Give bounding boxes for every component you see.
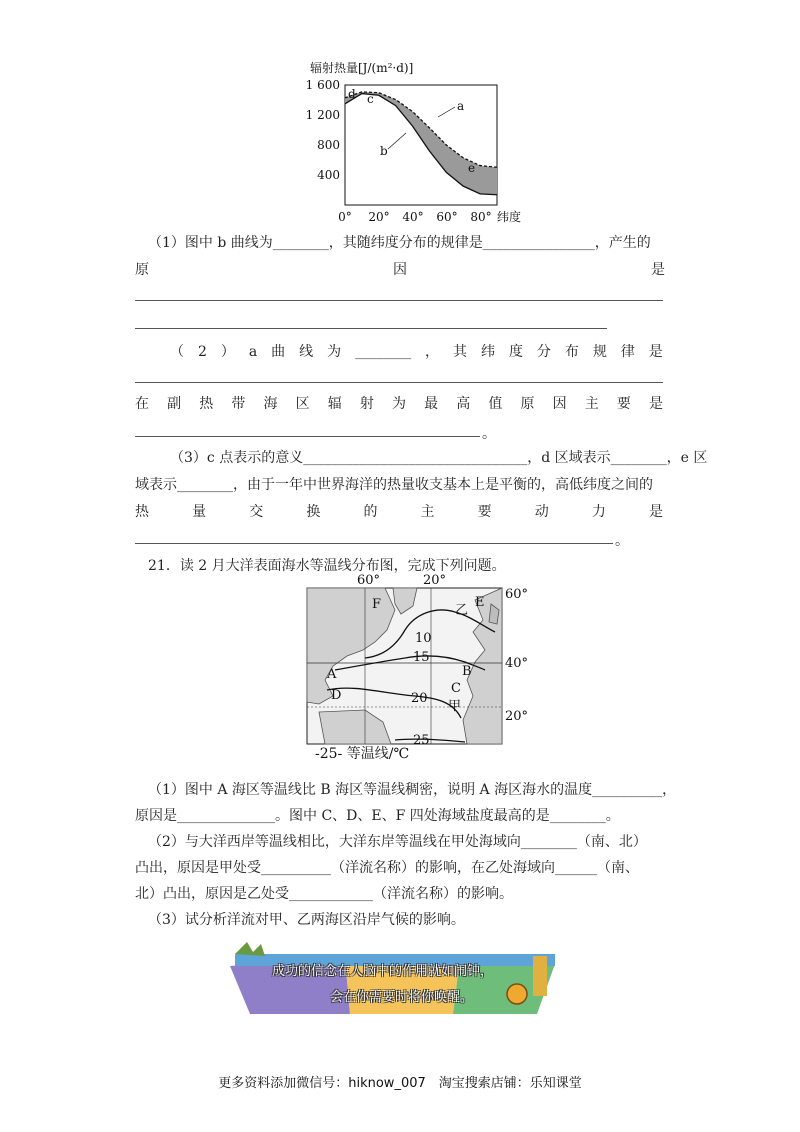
banner-line-2: 会在你需要时将你唤醒。 bbox=[330, 990, 474, 1005]
q20-word: 为 bbox=[327, 344, 342, 360]
marker-d: d bbox=[348, 87, 356, 101]
isotherm-label: 10 bbox=[415, 631, 432, 646]
q20-word: 在 bbox=[135, 396, 149, 412]
q20-word: 海 bbox=[263, 396, 278, 412]
longitude-label: 60° bbox=[357, 573, 381, 588]
region-label: 甲 bbox=[448, 699, 462, 714]
q21-line2: 原因是______________。图中 C、D、E、F 四处海域盐度最高的是________。 bbox=[135, 808, 620, 824]
q20-word: 线 bbox=[299, 344, 314, 360]
q20-word: 要 bbox=[477, 504, 492, 520]
footer-text: 更多资料添加微信号：hiknow_007 淘宝搜索店铺：乐知课堂 bbox=[218, 1076, 582, 1091]
q20-word: a bbox=[248, 344, 258, 360]
answer-blank-line[interactable] bbox=[135, 300, 663, 301]
q20-part2-line3 bbox=[135, 394, 663, 414]
xtick-label: 0° bbox=[338, 210, 352, 224]
q20-word: 是 bbox=[649, 396, 663, 412]
q20-word: 2 bbox=[197, 344, 207, 360]
answer-blank-line[interactable] bbox=[135, 382, 663, 383]
q20-part3-line3 bbox=[135, 502, 663, 522]
region-label: D bbox=[331, 688, 342, 703]
q21-title: 21．读 2 月大洋表面海水等温线分布图，完成下列问题。 bbox=[148, 558, 506, 574]
chart-series-group bbox=[345, 92, 497, 195]
q20-word: 最 bbox=[424, 396, 439, 412]
isotherm-label: 20 bbox=[411, 691, 428, 706]
q20-word: 换 bbox=[306, 504, 321, 520]
answer-blank-line[interactable] bbox=[135, 328, 607, 329]
latitude-label: 40° bbox=[505, 656, 529, 671]
marker-b: b bbox=[380, 144, 388, 158]
q20-part3-line2: 域表示________，由于一年中世界海洋的热量收支基本上是平衡的，高低纬度之间的 bbox=[135, 477, 653, 493]
q20-word: 力 bbox=[591, 504, 606, 520]
isotherm-map bbox=[305, 570, 545, 760]
q20-word: 辐 bbox=[327, 396, 342, 412]
q20-part3-end: 。 bbox=[615, 533, 629, 549]
q20-part1-line2 bbox=[135, 260, 665, 280]
q20-part1-line1: （1）图中 b 曲线为________，其随纬度分布的规律是________________，产生的 bbox=[148, 235, 651, 251]
xtick-label: 60° bbox=[436, 210, 458, 224]
xtick-label: 80° bbox=[470, 210, 492, 224]
region-label: 乙 bbox=[455, 603, 469, 618]
q20-word: （ bbox=[170, 344, 184, 360]
radiation-chart bbox=[300, 55, 540, 230]
region-label: C bbox=[451, 681, 461, 696]
isotherm-label: 15 bbox=[413, 650, 430, 665]
marker-a: a bbox=[457, 99, 465, 113]
ytick-label: 400 bbox=[317, 168, 340, 182]
shaded-difference-area bbox=[345, 92, 497, 195]
q20-word: 纬 bbox=[480, 344, 495, 360]
q20-word: 分 bbox=[536, 344, 551, 360]
map-legend: -25- 等温线/℃ bbox=[315, 746, 410, 760]
q20-word: ， bbox=[425, 344, 440, 360]
xtick-label: 40° bbox=[402, 210, 424, 224]
q20-word: 原 bbox=[520, 396, 535, 412]
marker-b-leader bbox=[388, 133, 406, 149]
q21-line5: 北）凸出，原因是乙处受____________（洋流名称）的影响。 bbox=[135, 886, 513, 902]
q20-word: 带 bbox=[231, 396, 246, 412]
q20-word: 主 bbox=[420, 504, 435, 520]
q20-word: 区 bbox=[295, 396, 310, 412]
region-label: B bbox=[462, 664, 472, 679]
q20-word: 因 bbox=[552, 396, 567, 412]
q20-word: 是 bbox=[648, 504, 663, 520]
q20-word: 因 bbox=[393, 262, 407, 278]
q20-word: 主 bbox=[584, 396, 599, 412]
q20-word: ________ bbox=[355, 344, 412, 360]
q20-part2-end: 。 bbox=[482, 426, 496, 442]
q20-word: 射 bbox=[359, 396, 374, 412]
marker-a-leader bbox=[438, 107, 455, 117]
q20-word: 是 bbox=[651, 262, 665, 278]
plant-icon bbox=[235, 942, 265, 956]
chart-xlabel: 纬度 bbox=[497, 210, 522, 224]
q20-word: 度 bbox=[508, 344, 523, 360]
ytick-label: 1 600 bbox=[305, 78, 340, 92]
latitude-label: 60° bbox=[505, 587, 529, 602]
q20-word: 其 bbox=[453, 344, 467, 360]
answer-blank-line[interactable] bbox=[135, 543, 613, 544]
q20-word: 热 bbox=[135, 504, 149, 520]
ytick-label: 1 200 bbox=[305, 108, 340, 122]
isotherm-label: 25 bbox=[413, 733, 430, 748]
ytick-label: 800 bbox=[317, 138, 340, 152]
trophy-icon bbox=[533, 956, 547, 996]
q20-word: 热 bbox=[199, 396, 214, 412]
q20-word: 布 bbox=[564, 344, 579, 360]
longitude-label: 20° bbox=[423, 573, 447, 588]
xtick-label: 20° bbox=[368, 210, 390, 224]
q20-word: 规 bbox=[592, 344, 607, 360]
q21-line4: 凸出，原因是甲处受__________（洋流名称）的影响，在乙处海域向______（南、 bbox=[135, 860, 639, 876]
q20-word: 动 bbox=[534, 504, 549, 520]
q20-word: 的 bbox=[363, 504, 378, 520]
q20-word: 原 bbox=[135, 262, 149, 278]
q20-word: ） bbox=[220, 344, 235, 360]
answer-blank-line[interactable] bbox=[135, 436, 480, 437]
q20-word: 量 bbox=[192, 504, 207, 520]
q20-word: 为 bbox=[392, 396, 406, 412]
latitude-label: 20° bbox=[505, 709, 529, 724]
alarm-clock-icon bbox=[507, 984, 527, 1004]
marker-e: e bbox=[468, 161, 476, 175]
region-label: A bbox=[327, 667, 337, 682]
q20-word: 值 bbox=[488, 396, 503, 412]
q20-word: 律 bbox=[620, 344, 635, 360]
q21-line3: （2）与大洋西岸等温线相比，大洋东岸等温线在甲处海域向________（南、北） bbox=[148, 834, 647, 850]
marker-c: c bbox=[367, 92, 374, 106]
banner-line-1: 成功的信念在人脑中的作用就如闹钟， bbox=[272, 964, 494, 979]
q20-word: 是 bbox=[648, 344, 663, 360]
q20-word: 交 bbox=[249, 504, 264, 520]
q20-part3-line1: （3）c 点表示的意义________________________________，d 区域表示________，e 区 bbox=[170, 450, 708, 466]
q21-line6: （3）试分析洋流对甲、乙两海区沿岸气候的影响。 bbox=[148, 912, 465, 928]
q20-word: 副 bbox=[167, 396, 182, 412]
q20-word: 要 bbox=[616, 396, 631, 412]
region-label: E bbox=[475, 595, 485, 610]
q20-word: 曲 bbox=[271, 344, 286, 360]
region-label: F bbox=[372, 597, 382, 612]
q20-part2-line1 bbox=[170, 342, 663, 362]
chart-ylabel: 辐射热量[J/(m²·d)] bbox=[310, 61, 414, 75]
q21-line1: （1）图中 A 海区等温线比 B 海区等温线稠密，说明 A 海区海水的温度__________， bbox=[148, 782, 677, 798]
q20-word: 高 bbox=[456, 396, 471, 412]
